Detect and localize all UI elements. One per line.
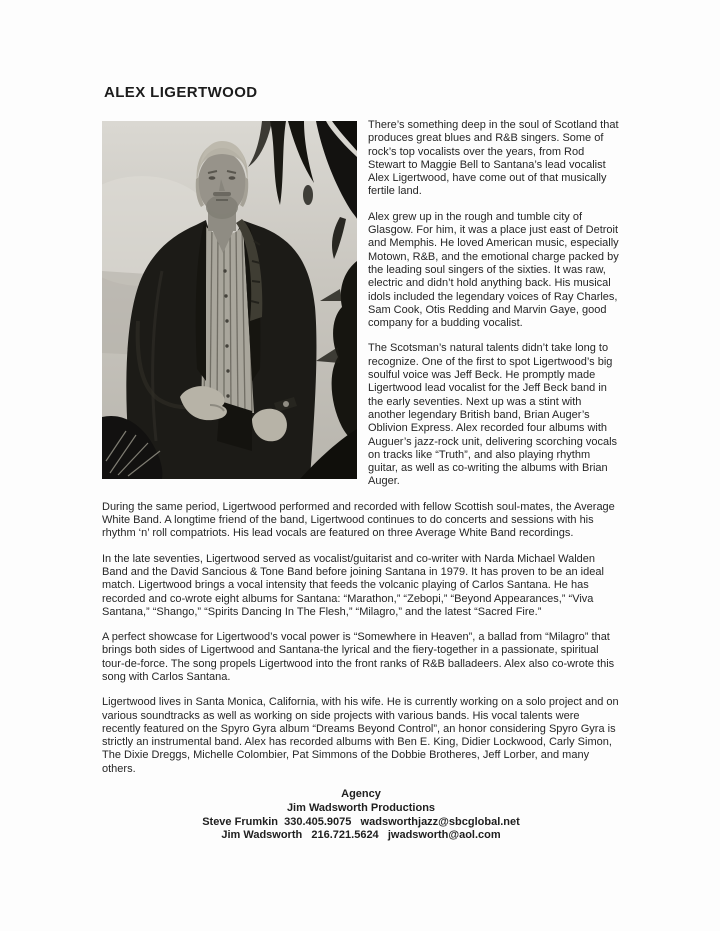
bio-paragraph-6: A perfect showcase for Ligertwood’s vocal power is “Somewhere in Heaven”, a ballad from “Milagro” that brings both sides of Ligertwood and Santana-the lyrical and the fiery-together in a passionate, spiritual tour-de-force. The song propels Ligertwood into the front ranks of R&B balladeers. Alex also co-wrote this song with Carlos Santana.	[102, 631, 615, 683]
bio-paragraph-2: Alex grew up in the rough and tumble city of Glasgow. For him, it was a place just east of Detroit and Memphis. He loved American music, especially Motown, R&B, and the emotional charge packed by the leading soul singers of the sixties. It was raw, electric and didn’t hold anything back. His musical idols included the legendary voices of Ray Charles, Sam Cook, Otis Redding and Marvin Gaye, good company for a budding vocalist.	[368, 210, 619, 330]
portrait-photo	[102, 121, 357, 479]
bio-paragraph-3: The Scotsman’s natural talents didn’t take long to recognize. One of the first to spot Ligertwood’s big soulful voice was Jeff Beck. He promptly made Ligertwood lead vocalist for the Jeff Beck band in the early seventies. Next up was a stint with another legendary British band, Brian Auger’s Oblivion Express. Alex recorded four albums with Auguer’s jazz-rock unit, delivering scorching vocals on tracks like “Truth”, and also playing rhythm guitar, as well as co-writing the albums with Brian Auger.	[368, 342, 618, 488]
agency-contact-jim-wadsworth: Jim Wadsworth 216.721.5624 jwadsworth@aol.com	[221, 829, 501, 842]
bio-paragraph-4: During the same period, Ligertwood performed and recorded with fellow Scottish soul-mates, the Average White Band. A longtime friend of the band, Ligertwood continues to do concerts and sessions with his rhythm ‘n’ roll compatriots. His lead vocals are featured on three Average White Band recordings.	[102, 500, 615, 540]
page-title: ALEX LIGERTWOOD	[104, 84, 258, 101]
agency-contact-steve-frumkin: Steve Frumkin 330.405.9075 wadsworthjazz@sbcglobal.net	[202, 815, 520, 828]
agency-company: Jim Wadsworth Productions	[286, 801, 436, 814]
portrait-photo-illustration	[102, 121, 357, 479]
agency-heading: Agency	[341, 788, 381, 801]
bio-paragraph-7: Ligertwood lives in Santa Monica, California, with his wife. He is currently working on a solo project and on various soundtracks as well as working on side projects with various bands. His vocal talents were recently featured on the Spyro Gyra album “Dreams Beyond Control”, an honor considering Spyro Gyra is strictly an instrumental band. Alex has recorded albums with Ben E. King, Didier Lockwood, Carly Simon, The Dixie Dreggs, Michelle Colombier, Pat Simmons of the Dobbie Brotheres, Jeff Lorber, and many others.	[102, 696, 619, 775]
bio-paragraph-5: In the late seventies, Ligertwood served as vocalist/guitarist and co-writer with Narda Michael Walden Band and the David Sancious & Tone Band before joining Santana in 1979. It has proven to be an ideal match. Ligertwood brings a vocal intensity that feeds the volcanic playing of Carlos Santana. He has recorded and co-wrote eight albums for Santana: “Marathon,” “Zebopi,” “Beyond Appearances,” “Viva Santana,” “Shango,” “Spirits Dancing In The Flesh,” “Milagro,” and the latest “Sacred Fire.”	[102, 552, 604, 618]
bio-body	[102, 119, 620, 776]
agency-footer	[102, 788, 620, 843]
bio-paragraph-1: There’s something deep in the soul of Scotland that produces great blues and R&B singers. Some of rock’s top vocalists over the years, from Rod Stewart to Maggie Bell to Santana’s lead vocalist Alex Ligertwood, have come out of that musically fertile land.	[368, 119, 619, 198]
